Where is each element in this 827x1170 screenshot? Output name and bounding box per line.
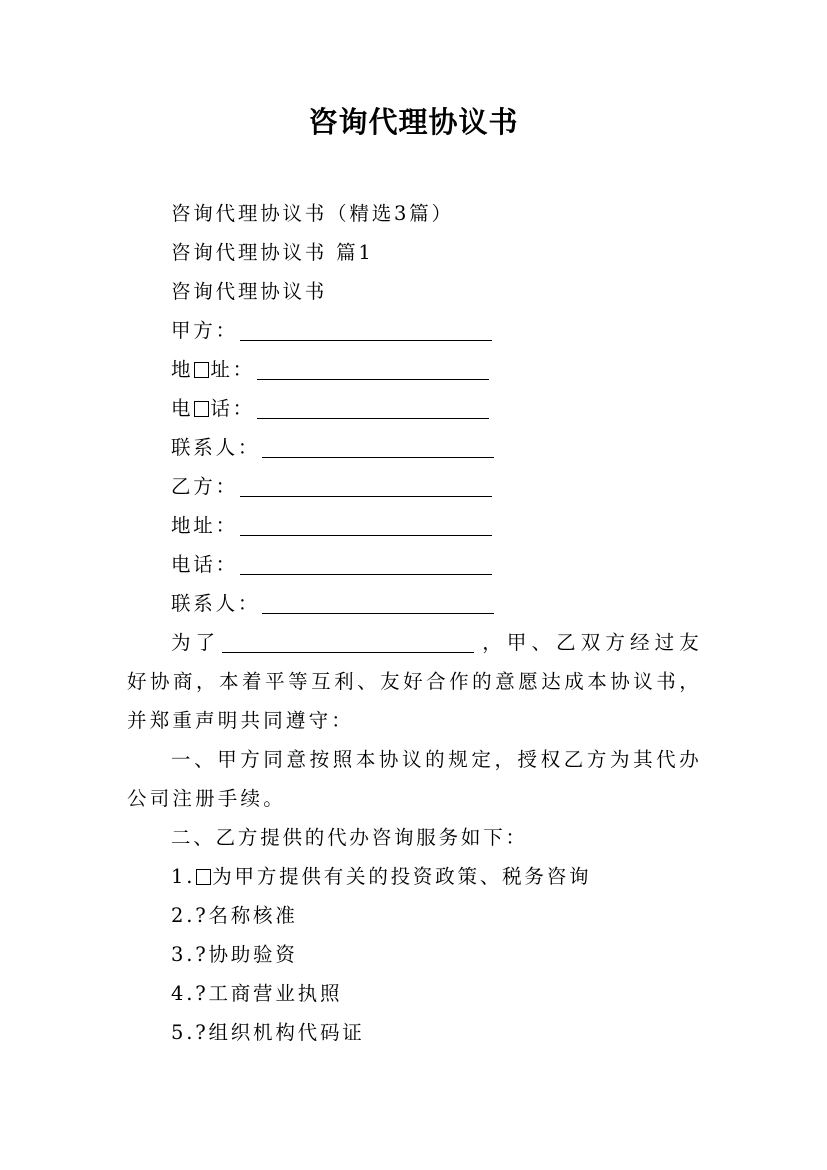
- intro-line-3: 咨询代理协议书: [171, 280, 328, 303]
- service-item-1-number: 1.: [171, 865, 196, 888]
- party-b-contact-label: 联系人：: [171, 592, 261, 615]
- service-item-4: 4.?工商营业执照: [171, 982, 343, 1005]
- purpose-suffix: ，甲、乙双方经过友好协商，本着平等互利、友好合作的意愿达成本协议书，并郑重声明共同遵守：: [127, 631, 702, 732]
- party-a-address-label-a: 地: [171, 358, 194, 381]
- party-a-phone-blank[interactable]: [257, 394, 489, 419]
- party-a-phone-label-b: 话：: [210, 397, 255, 420]
- clause-1-paragraph: 一、甲方同意按照本协议的规定，授权乙方为其代办公司注册手续。: [127, 748, 702, 810]
- intro-line-2: 咨询代理协议书 篇1: [171, 241, 374, 264]
- purpose-paragraph: [127, 623, 702, 740]
- party-b-address-blank[interactable]: [240, 511, 492, 536]
- purpose-blank[interactable]: [222, 630, 474, 653]
- service-item-1-text: 为甲方提供有关的投资政策、税务咨询: [212, 865, 592, 888]
- party-a-phone-row: [127, 389, 702, 428]
- party-b-name-blank[interactable]: [240, 472, 492, 497]
- party-a-address-blank[interactable]: [257, 355, 489, 380]
- party-b-contact-blank[interactable]: [262, 589, 494, 614]
- service-item-3: 3.?协助验资: [171, 943, 298, 966]
- service-item-2: 2.?名称核准: [171, 904, 298, 927]
- party-b-address-label: 地址：: [171, 514, 238, 537]
- party-b-address-row: [127, 506, 702, 545]
- party-a-name-label: 甲方：: [171, 319, 238, 342]
- party-a-address-row: [127, 350, 702, 389]
- party-a-contact-row: [127, 428, 702, 467]
- party-a-contact-blank[interactable]: [262, 433, 494, 458]
- service-item-5: 5.?组织机构代码证: [171, 1021, 365, 1044]
- party-b-contact-row: [127, 584, 702, 623]
- party-b-phone-row: [127, 545, 702, 584]
- service-item-1: [127, 857, 702, 896]
- purpose-prefix: 为了: [171, 631, 221, 654]
- party-a-address-label-b: 址：: [210, 358, 255, 381]
- party-b-phone-blank[interactable]: [240, 550, 492, 575]
- intro-line-1: 咨询代理协议书（精选3篇）: [171, 202, 454, 225]
- missing-glyph-box-icon: [194, 362, 209, 378]
- party-a-name-blank[interactable]: [240, 316, 492, 341]
- party-a-name-row: [127, 311, 702, 350]
- party-a-contact-label: 联系人：: [171, 436, 261, 459]
- missing-glyph-box-icon: [196, 869, 211, 885]
- missing-glyph-box-icon: [194, 401, 209, 417]
- party-a-phone-label-a: 电: [171, 397, 194, 420]
- document-body: [127, 194, 702, 1052]
- page-title: 咨询代理协议书: [308, 105, 519, 139]
- party-b-phone-label: 电话：: [171, 553, 238, 576]
- party-b-name-label: 乙方：: [171, 475, 238, 498]
- clause-2-line: 二、乙方提供的代办咨询服务如下：: [171, 826, 528, 849]
- party-b-name-row: [127, 467, 702, 506]
